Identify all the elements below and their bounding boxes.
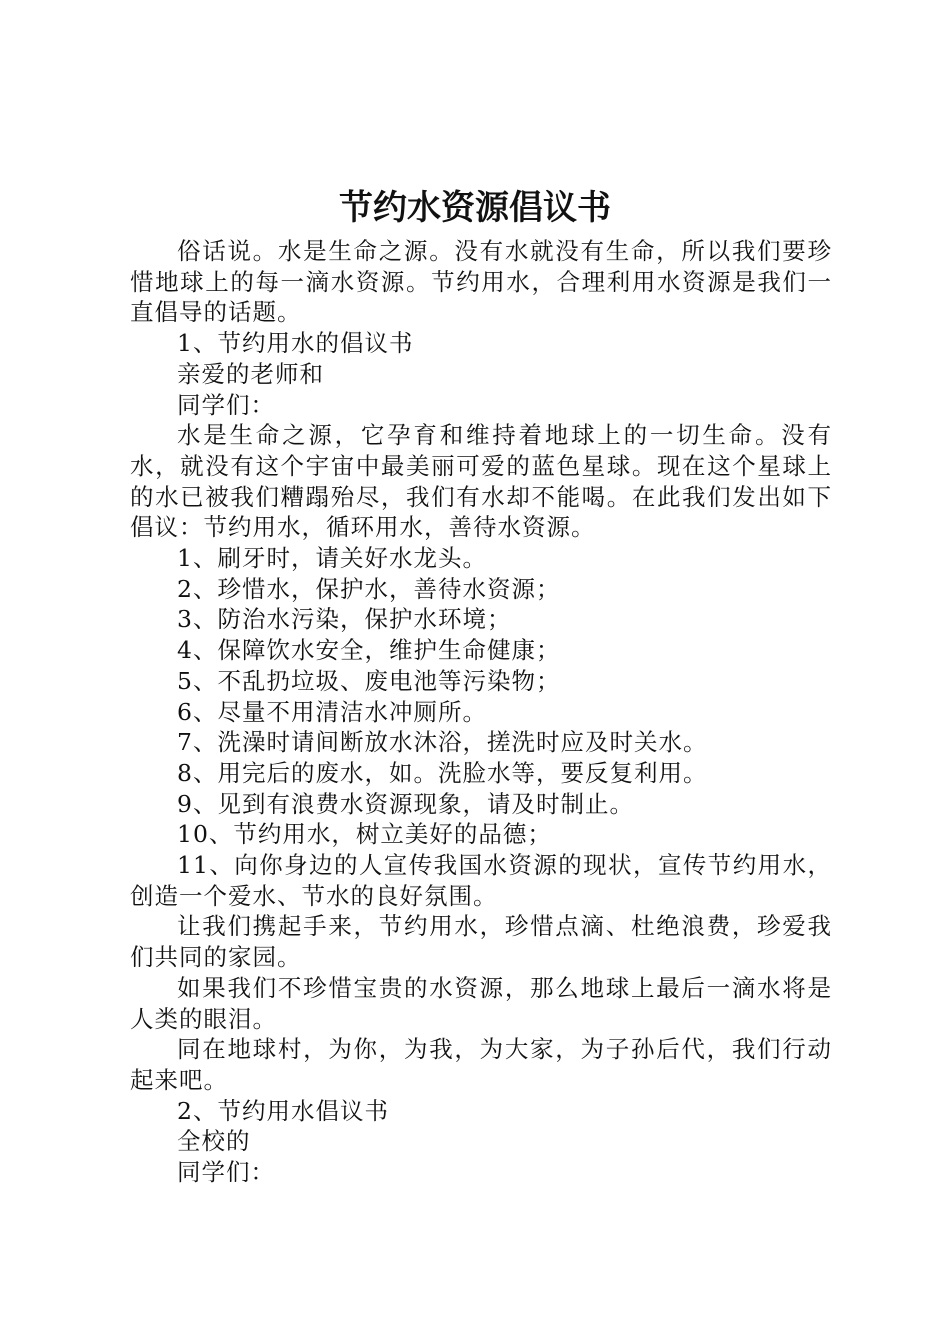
list-item-3: 3、防治水污染，保护水环境； [177,605,512,634]
paragraph-section-1-heading: 1、节约用水的倡议书 [177,329,414,358]
list-item-4: 4、保障饮水安全，维护生命健康； [177,636,561,665]
list-item-7: 7、洗澡时请间断放水沐浴，搓洗时应及时关水。 [177,728,708,757]
list-item-10: 10、节约用水，树立美好的品德； [177,820,552,849]
paragraph-salutation-4: 同学们： [177,1158,275,1187]
paragraph-intro: 俗话说。水是生命之源。没有水就没有生命，所以我们要珍惜地球上的每一滴水资源。节约用水，合理利用水资源是我们一直倡导的话题。 [130,237,832,327]
paragraph-body: 水是生命之源，它孕育和维持着地球上的一切生命。没有水，就没有这个宇宙中最美丽可爱的蓝色星球。现在这个星球上的水已被我们糟蹋殆尽，我们有水却不能喝。在此我们发出如下倡议：节约用水，循环用水，善待水资源。 [130,421,832,542]
paragraph-section-2-heading: 2、节约用水倡议书 [177,1096,389,1125]
paragraph-salutation-3: 全校的 [177,1127,251,1156]
paragraph-call-to-action: 让我们携起手来，节约用水，珍惜点滴、杜绝浪费，珍爱我们共同的家园。 [130,912,832,972]
paragraph-closing: 同在地球村，为你，为我，为大家，为子孙后代，我们行动起来吧。 [130,1035,832,1094]
list-item-8: 8、用完后的废水，如。洗脸水等，要反复利用。 [177,758,708,787]
document-body [130,236,832,1188]
paragraph-salutation-1: 亲爱的老师和 [177,359,324,388]
list-item-5: 5、不乱扔垃圾、废电池等污染物； [177,666,561,695]
list-item-11: 11、向你身边的人宣传我国水资源的现状，宣传节约用水，创造一个爱水、节水的良好氛围。 [130,851,832,910]
list-item-6: 6、尽量不用清洁水冲厕所。 [177,697,487,726]
document-title: 节约水资源倡议书 [339,188,611,228]
paragraph-warning: 如果我们不珍惜宝贵的水资源，那么地球上最后一滴水将是人类的眼泪。 [130,973,832,1033]
paragraph-salutation-2: 同学们： [177,390,275,419]
list-item-1: 1、刷牙时，请关好水龙头。 [177,544,487,573]
list-item-2: 2、珍惜水，保护水，善待水资源； [177,574,561,603]
list-item-9: 9、见到有浪费水资源现象，请及时制止。 [177,789,634,818]
